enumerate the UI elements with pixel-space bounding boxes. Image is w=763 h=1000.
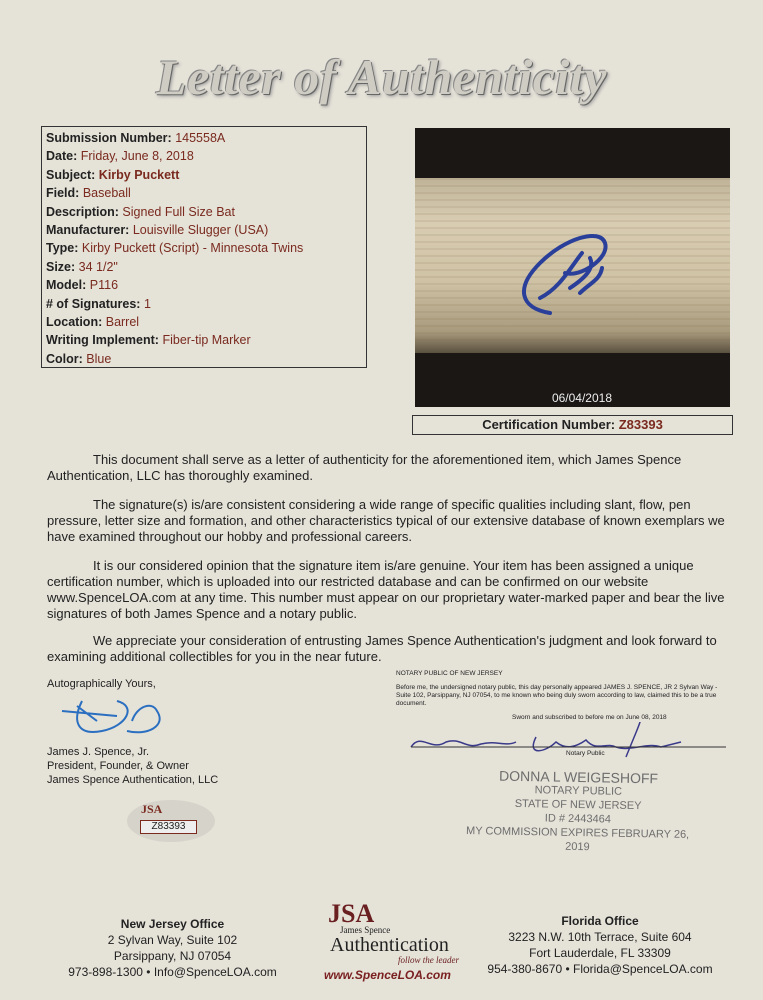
item-details-box bbox=[41, 126, 367, 368]
info-label: Manufacturer: bbox=[46, 223, 130, 238]
notary-sworn: Sworn and subscribed to before me on June 08, 2018 bbox=[512, 714, 667, 721]
info-label: Model: bbox=[46, 278, 87, 293]
info-row bbox=[46, 313, 362, 331]
fl-email[interactable]: Florida@SpenceLOA.com bbox=[573, 962, 713, 976]
info-value: Kirby Puckett (Script) - Minnesota Twins bbox=[81, 241, 304, 256]
info-value: Signed Full Size Bat bbox=[122, 204, 235, 219]
info-row bbox=[46, 203, 362, 221]
stamp-expiry: MY COMMISSION EXPIRES FEBRUARY 26, 2019 bbox=[465, 825, 690, 854]
info-row bbox=[46, 350, 362, 368]
sticker-brand: JSA bbox=[141, 802, 163, 816]
spence-signature bbox=[57, 691, 177, 741]
paragraph-3: It is our considered opinion that the signature item is/are genuine. Your item has been assigned a unique certification number, which is uploaded into our restricted database and can be confirmed on our website www.SpenceLOA.com at any time. This number must appear on our proprietary water-marked paper and bear the live signatures of both James Spence and a notary public. bbox=[47, 558, 725, 621]
nj-office-title: New Jersey Office bbox=[120, 917, 225, 931]
page-title: Letter of Authenticity bbox=[156, 49, 607, 105]
info-row bbox=[46, 239, 362, 257]
sticker-number: Z83393 bbox=[140, 820, 197, 834]
fl-address-2: Fort Lauderdale, FL 33309 bbox=[529, 946, 671, 960]
notary-body: Before me, the undersigned notary public, this day personally appeared JAMES J. SPENCE, JR 2 Sylvan Way - Suite 102, Parsippany, NJ 07054, to me known who being duly sworn according to law, claimed this to be a true document. bbox=[396, 684, 718, 707]
signer-company: James Spence Authentication, LLC bbox=[47, 774, 219, 786]
info-label: Submission Number: bbox=[46, 131, 172, 145]
info-row bbox=[46, 129, 362, 147]
signer-role: President, Founder, & Owner bbox=[47, 760, 189, 772]
info-label: Writing Implement: bbox=[46, 333, 159, 348]
fl-office-title: Florida Office bbox=[561, 914, 639, 928]
info-label: Subject: bbox=[46, 167, 96, 182]
autograph-on-bat bbox=[510, 218, 620, 328]
nj-email[interactable]: Info@SpenceLOA.com bbox=[153, 965, 277, 979]
info-label: Color: bbox=[46, 351, 83, 366]
info-row bbox=[46, 147, 362, 165]
logo-main: Authentication bbox=[330, 934, 449, 956]
nj-address-2: Parsippany, NJ 07054 bbox=[113, 949, 232, 963]
signer-name: James J. Spence, Jr. bbox=[47, 746, 150, 758]
info-value: 1 bbox=[143, 296, 151, 311]
cert-number: Z83393 bbox=[618, 417, 663, 432]
item-photo bbox=[415, 128, 730, 407]
info-row bbox=[46, 258, 362, 276]
info-label: Date: bbox=[46, 149, 78, 164]
paragraph-1: This document shall serve as a letter of authenticity for the aforementioned item, which James Spence Authentication, LLC has thoroughly examined. bbox=[47, 452, 682, 483]
jsa-hologram-sticker bbox=[127, 800, 215, 842]
website-link[interactable]: www.SpenceLOA.com bbox=[324, 968, 451, 982]
info-value: Louisville Slugger (USA) bbox=[132, 223, 269, 238]
info-label: Location: bbox=[46, 315, 103, 330]
notary-section bbox=[396, 670, 726, 758]
info-label: Description: bbox=[46, 204, 119, 219]
closing: Autographically Yours, bbox=[47, 678, 156, 690]
nj-office bbox=[55, 916, 290, 980]
info-value: 34 1/2" bbox=[78, 259, 118, 274]
info-value: P116 bbox=[89, 278, 119, 293]
jsa-logo bbox=[318, 899, 468, 982]
bullet: • bbox=[146, 965, 151, 979]
notary-line-label: Notary Public bbox=[566, 750, 605, 757]
notary-stamp bbox=[457, 768, 698, 856]
info-value: Barrel bbox=[105, 315, 140, 330]
info-row bbox=[46, 331, 362, 349]
info-row bbox=[46, 276, 362, 294]
fl-phone: 954-380-8670 bbox=[487, 962, 563, 976]
stamp-title: NOTARY PUBLIC bbox=[534, 784, 623, 798]
info-row bbox=[46, 221, 362, 239]
paragraph-2: The signature(s) is/are consistent considering a wide range of specific qualities including slant, flow, pen pressure, letter size and formation, and other characteristics typical of our extensive database of known exemplars we have examined throughout our hobby and professional careers. bbox=[47, 497, 725, 544]
stamp-id: ID # 2443464 bbox=[544, 812, 612, 826]
nj-phone: 973-898-1300 bbox=[68, 965, 143, 979]
info-value: Baseball bbox=[82, 186, 131, 201]
nj-address-1: 2 Sylvan Way, Suite 102 bbox=[107, 933, 238, 947]
fl-address-1: 3223 N.W. 10th Terrace, Suite 604 bbox=[508, 930, 692, 944]
info-value: Kirby Puckett bbox=[98, 167, 180, 182]
info-row bbox=[46, 166, 362, 184]
logo-sub: James Spence bbox=[340, 925, 391, 935]
info-value: Fiber-tip Marker bbox=[162, 333, 251, 348]
signoff bbox=[47, 677, 218, 787]
photo-date: 06/04/2018 bbox=[551, 391, 612, 405]
info-value: 145558A bbox=[175, 131, 226, 145]
info-label: # of Signatures: bbox=[46, 296, 141, 311]
info-label: Field: bbox=[46, 186, 80, 201]
info-label: Size: bbox=[46, 259, 76, 274]
bullet: • bbox=[565, 962, 570, 976]
fl-office bbox=[480, 913, 720, 977]
certification-number-box bbox=[412, 415, 733, 435]
info-label: Type: bbox=[46, 241, 79, 256]
logo-tagline: follow the leader bbox=[398, 955, 459, 965]
info-row bbox=[46, 184, 362, 202]
stamp-name: DONNA L WEIGESHOFF bbox=[498, 767, 659, 787]
cert-label: Certification Number: bbox=[482, 417, 616, 432]
paragraph-4: We appreciate your consideration of entrusting James Spence Authentication's judgment and look forward to examining additional collectibles for you in the near future. bbox=[47, 633, 717, 664]
info-value: Friday, June 8, 2018 bbox=[80, 149, 194, 164]
stamp-state: STATE OF NEW JERSEY bbox=[514, 797, 642, 813]
info-value: Blue bbox=[86, 351, 112, 366]
logo-jsa: JSA bbox=[328, 899, 375, 928]
info-row bbox=[46, 295, 362, 313]
notary-heading: NOTARY PUBLIC OF NEW JERSEY bbox=[396, 670, 503, 677]
